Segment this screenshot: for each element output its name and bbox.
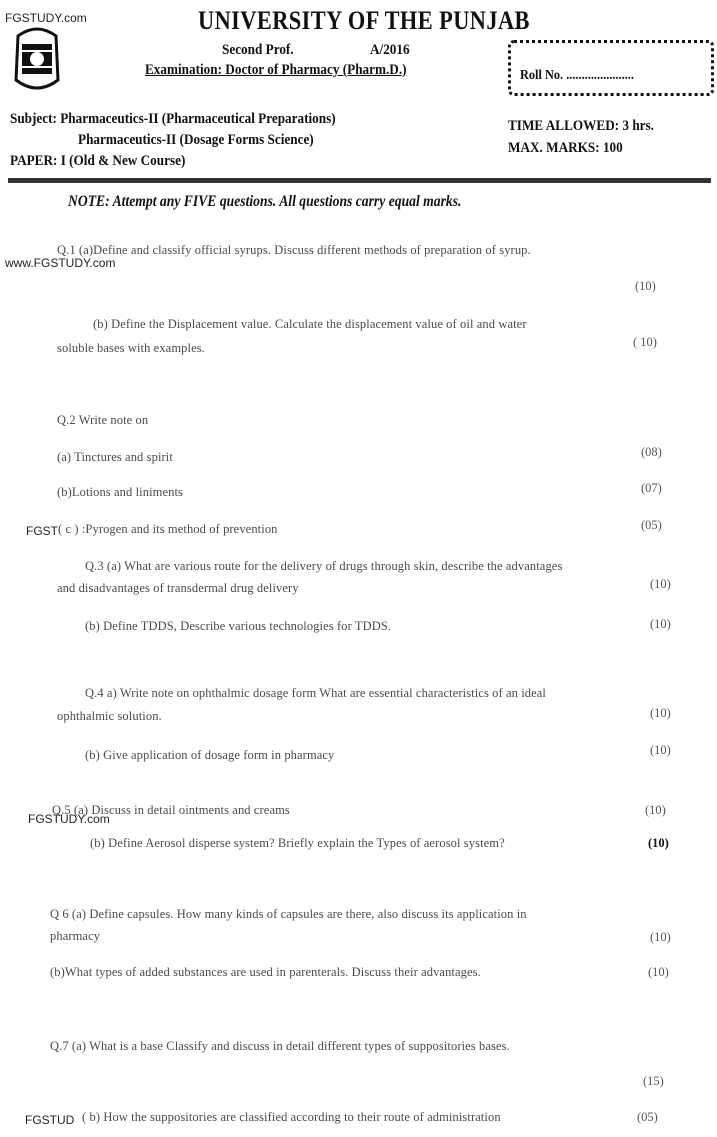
- roll-number-field: Roll No. ......................: [520, 68, 634, 83]
- q2-text: Q.2 Write note on: [57, 413, 149, 427]
- q5a-marks: (10): [645, 803, 666, 817]
- q7b-marks: (05): [637, 1110, 658, 1124]
- q1b-text-line2: soluble bases with examples.: [57, 341, 205, 355]
- q1a-marks: (10): [635, 279, 656, 293]
- q7a-marks: (15): [643, 1074, 664, 1088]
- max-marks: MAX. MARKS: 100: [508, 140, 623, 156]
- q3a-text-line1: Q.3 (a) What are various route for the delivery of drugs through skin, describe the advantages: [85, 559, 563, 573]
- watermark: FGSTUD: [25, 1113, 75, 1127]
- q3a-marks: (10): [650, 577, 671, 591]
- watermark: FGSTUDY.com: [28, 812, 110, 826]
- q6a-marks: (10): [650, 930, 671, 944]
- time-allowed: TIME ALLOWED: 3 hrs.: [508, 118, 654, 134]
- q5a-text: Q.5 (a) Discuss in detail ointments and creams: [52, 803, 290, 817]
- q7a-text: Q.7 (a) What is a base Classify and discuss in detail different types of suppositories bases.: [50, 1039, 510, 1053]
- q1b-text-line1: (b) Define the Displacement value. Calculate the displacement value of oil and water: [93, 317, 527, 331]
- q2c-text: ( c ) :Pyrogen and its method of prevention: [58, 522, 278, 536]
- q6b-marks: (10): [648, 965, 669, 979]
- q2c-marks: (05): [641, 518, 662, 532]
- university-title: UNIVERSITY OF THE PUNJAB: [198, 6, 530, 35]
- q7b-text: ( b) How the suppositories are classified according to their route of administration: [82, 1110, 501, 1124]
- subject-line-2: Pharmaceutics-II (Dosage Forms Science): [78, 132, 314, 148]
- university-crest-logo: [12, 22, 62, 94]
- q2a-marks: (08): [641, 445, 662, 459]
- q3b-marks: (10): [650, 617, 671, 631]
- subject-line-1: Subject: Pharmaceutics-II (Pharmaceutical Preparations): [10, 111, 336, 127]
- q4b-text: (b) Give application of dosage form in pharmacy: [85, 748, 335, 762]
- q2a-text: (a) Tinctures and spirit: [57, 450, 173, 464]
- q6a-text-line1: Q 6 (a) Define capsules. How many kinds of capsules are there, also discuss its application in: [50, 907, 527, 921]
- q1b-marks: ( 10): [633, 335, 657, 349]
- q5b-marks: (10): [648, 836, 669, 850]
- q4a-text-line2: ophthalmic solution.: [57, 709, 162, 723]
- examination-title: Examination: Doctor of Pharmacy (Pharm.D.): [145, 62, 407, 78]
- watermark: FGST: [26, 524, 58, 538]
- q5b-text: (b) Define Aerosol disperse system? Briefly explain the Types of aerosol system?: [90, 836, 505, 850]
- q2b-text: (b)Lotions and liniments: [57, 485, 183, 499]
- q3a-text-line2: and disadvantages of transdermal drug delivery: [57, 581, 299, 595]
- header-divider: [8, 178, 711, 183]
- q1a-text: Q.1 (a)Define and classify official syrups. Discuss different methods of preparation of syrup.: [57, 243, 531, 257]
- watermark: www.FGSTUDY.com: [5, 256, 116, 270]
- exam-prof: Second Prof.: [222, 42, 294, 58]
- q2b-marks: (07): [641, 481, 662, 495]
- q4a-marks: (10): [650, 706, 671, 720]
- q3b-text: (b) Define TDDS, Describe various technologies for TDDS.: [85, 619, 392, 633]
- q4a-text-line1: Q.4 a) Write note on ophthalmic dosage form What are essential characteristics of an ideal: [85, 686, 546, 700]
- q6a-text-line2: pharmacy: [50, 929, 101, 943]
- watermark: FGSTUDY.com: [5, 11, 87, 25]
- exam-session: A/2016: [370, 42, 410, 58]
- instructions-note: NOTE: Attempt any FIVE questions. All questions carry equal marks.: [68, 193, 462, 210]
- paper-info: PAPER: I (Old & New Course): [10, 153, 186, 169]
- q6b-text: (b)What types of added substances are used in parenterals. Discuss their advantages.: [50, 965, 481, 979]
- q4b-marks: (10): [650, 743, 671, 757]
